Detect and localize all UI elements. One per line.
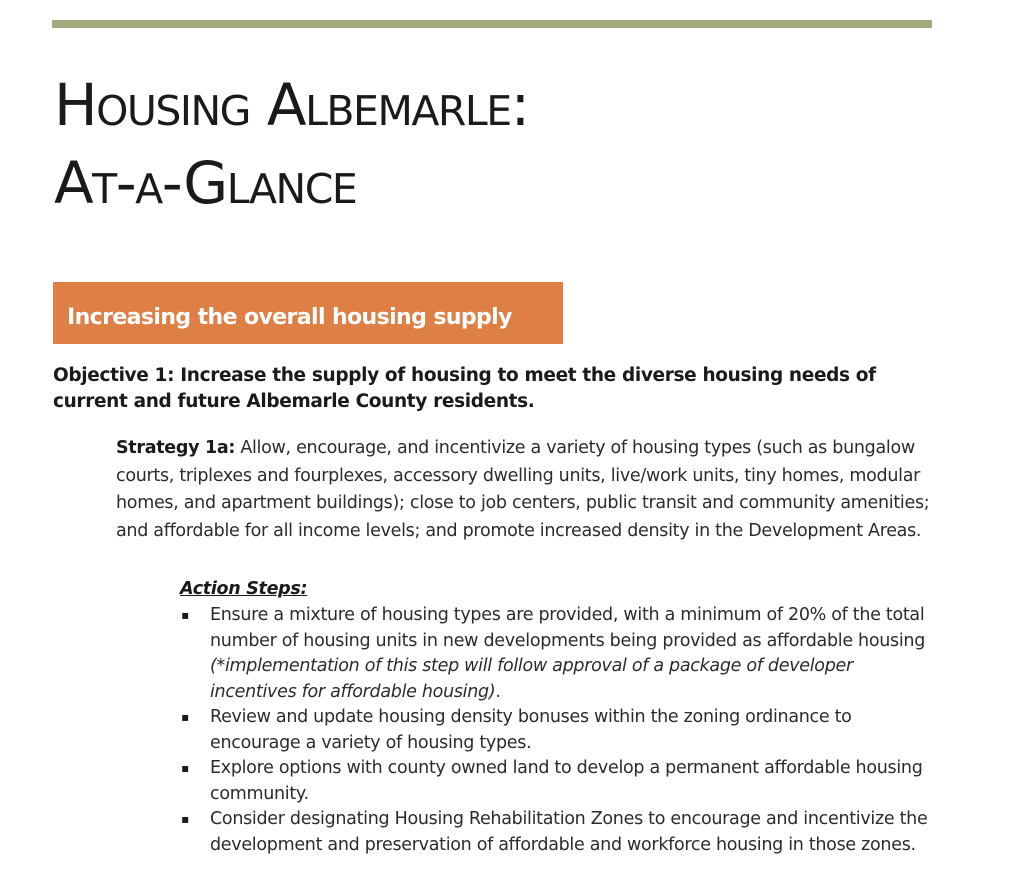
- section-banner: Increasing the overall housing supply: [53, 282, 563, 344]
- bullet-icon: ▪: [181, 608, 189, 622]
- action-step-item: [180, 603, 940, 705]
- strategy-paragraph: [116, 435, 946, 545]
- action-step-note: (*implementation of this step will follow approval of a package of developer incentives for affordable housing): [210, 656, 853, 702]
- action-step-text: Explore options with county owned land to develop a permanent affordable housing community.: [210, 758, 923, 804]
- action-step-text: Ensure a mixture of housing types are provided, with a minimum of 20% of the total number of housing units in new developments being provided as affordable housing: [210, 605, 926, 651]
- page-title-line-2: At-a-Glance: [54, 149, 357, 217]
- action-step-text: Review and update housing density bonuses within the zoning ordinance to encourage a variety of housing types.: [210, 707, 852, 753]
- action-steps-heading: Action Steps:: [180, 579, 308, 599]
- bullet-icon: ▪: [181, 761, 189, 775]
- page-title: [54, 66, 529, 222]
- top-divider-rule: [52, 20, 932, 28]
- action-steps-list: [180, 603, 940, 858]
- action-step-item: [180, 756, 940, 807]
- action-step-item: [180, 807, 940, 858]
- bullet-icon: ▪: [181, 812, 189, 826]
- objective-heading: Objective 1: Increase the supply of housing to meet the diverse housing needs of current and future Albemarle County residents.: [53, 365, 876, 412]
- strategy-label: Strategy 1a:: [116, 438, 236, 458]
- action-step-suffix: .: [495, 681, 501, 702]
- page-title-line-1: Housing Albemarle:: [54, 71, 529, 139]
- strategy-text: Allow, encourage, and incentivize a variety of housing types (such as bungalow courts, triplexes and fourplexes, accessory dwelling units, live/work units, tiny homes, modular homes, and apartment buildings); close to job centers, public transit and community amenities; and affordable for all income levels; and promote increased density in the Development Areas.: [116, 438, 930, 541]
- bullet-icon: ▪: [181, 710, 189, 724]
- action-step-text: Consider designating Housing Rehabilitation Zones to encourage and incentivize the development and preservation of affordable and workforce housing in those zones.: [210, 809, 928, 855]
- action-step-item: [180, 705, 940, 756]
